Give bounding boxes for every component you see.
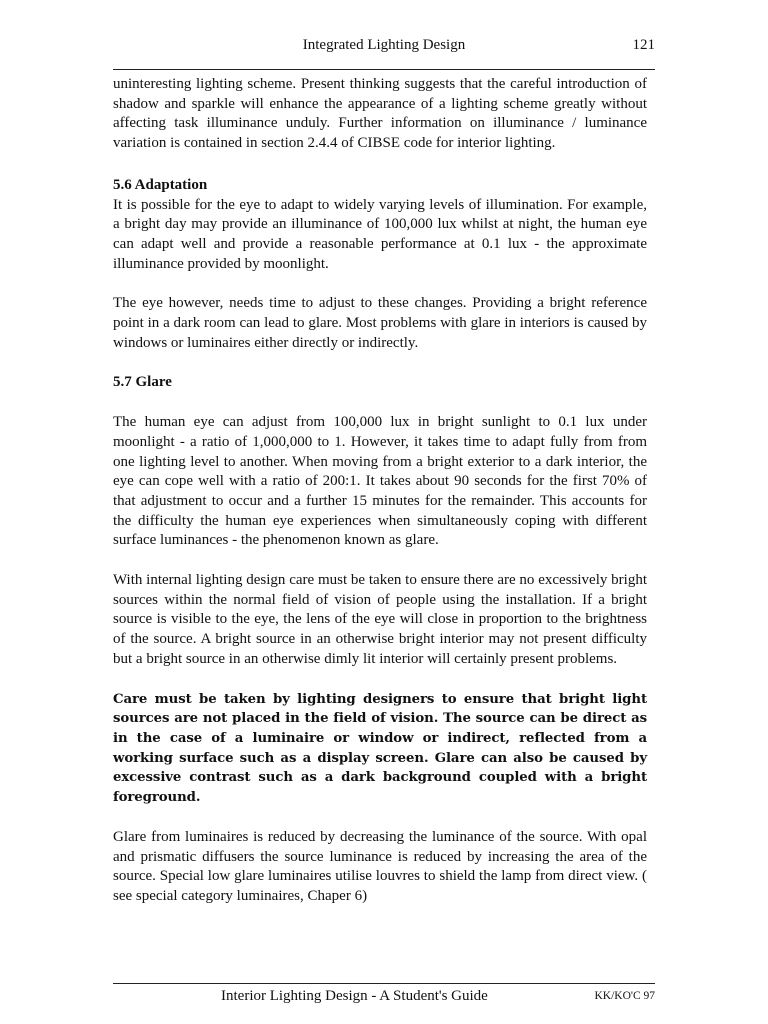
section-heading-adaptation: 5.6 Adaptation [113, 176, 208, 193]
footer-rule [113, 983, 655, 984]
page-header [113, 37, 655, 57]
page-footer [113, 988, 655, 1008]
footer-guide-title: Interior Lighting Design - A Student's Guide [221, 988, 488, 1004]
glare-paragraph-4: Glare from luminaires is reduced by decreasing the luminance of the source. With opal and prismatic diffusers the source luminance is reduced by increasing the area of the source. Special low glare luminaires utilise louvres to shield the lamp from direct view. ( see special category luminaires, Chaper 6) [113, 828, 647, 904]
intro-paragraph: uninteresting lighting scheme. Present thinking suggests that the careful introduction of shadow and sparkle will enhance the appearance of a lighting scheme greatly without affecting task illuminance unduly. Further information on illuminance / luminance variation is contained in section 2.4.4 of CIBSE code for interior lighting. [113, 76, 647, 152]
header-rule [113, 69, 655, 70]
running-title: Integrated Lighting Design [302, 37, 466, 53]
glare-emphasis-paragraph: Care must be taken by lighting designers to ensure that bright light sources are not placed in the field of vision. The source can be direct as in the case of a luminaire or window or indirect, reflected from a working surface such as a display screen. Glare can also be caused by excessive contrast such as a dark background coupled with a bright foreground. [113, 691, 647, 806]
glare-paragraph-1: The human eye can adjust from 100,000 lux in bright sunlight to 0.1 lux under moonlight - a ratio of 1,000,000 to 1. However, it takes time to adapt fully from from one lighting level to another. When moving from a bright exterior to a dark interior, the eye can cope well with a ratio of 200:1. It takes about 90 seconds for the first 70% of that adjustment to occur and a further 15 minutes for the remainder. This accounts for the difficulty the human eye experiences when simultaneously coping with different surface luminances - the phenomenon known as glare. [113, 414, 647, 549]
footer-code: KK/KO'C 97 [594, 990, 655, 1002]
adaptation-paragraph-1: It is possible for the eye to adapt to widely varying levels of illumination. For example, a bright day may provide an illuminance of 100,000 lux whilst at night, the human eye can adapt well and provide a reasonable performance at 0.1 lux - the approximate illuminance provided by moonlight. [113, 196, 647, 272]
page-body [113, 75, 647, 907]
page-number: 121 [632, 37, 655, 53]
section-heading-glare: 5.7 Glare [113, 374, 172, 391]
adaptation-paragraph-2: The eye however, needs time to adjust to these changes. Providing a bright reference point in a dark room can lead to glare. Most problems with glare in interiors is caused by windows or luminaires either directly or indirectly. [113, 295, 647, 351]
glare-paragraph-2: With internal lighting design care must be taken to ensure there are no excessively bright sources within the normal field of vision of people using the installation. If a bright source is visible to the eye, the lens of the eye will close in proportion to the brightness of the source. A bright source in an otherwise bright interior may not present difficulty but a bright source in an otherwise dimly lit interior will certainly present problems. [113, 572, 647, 667]
